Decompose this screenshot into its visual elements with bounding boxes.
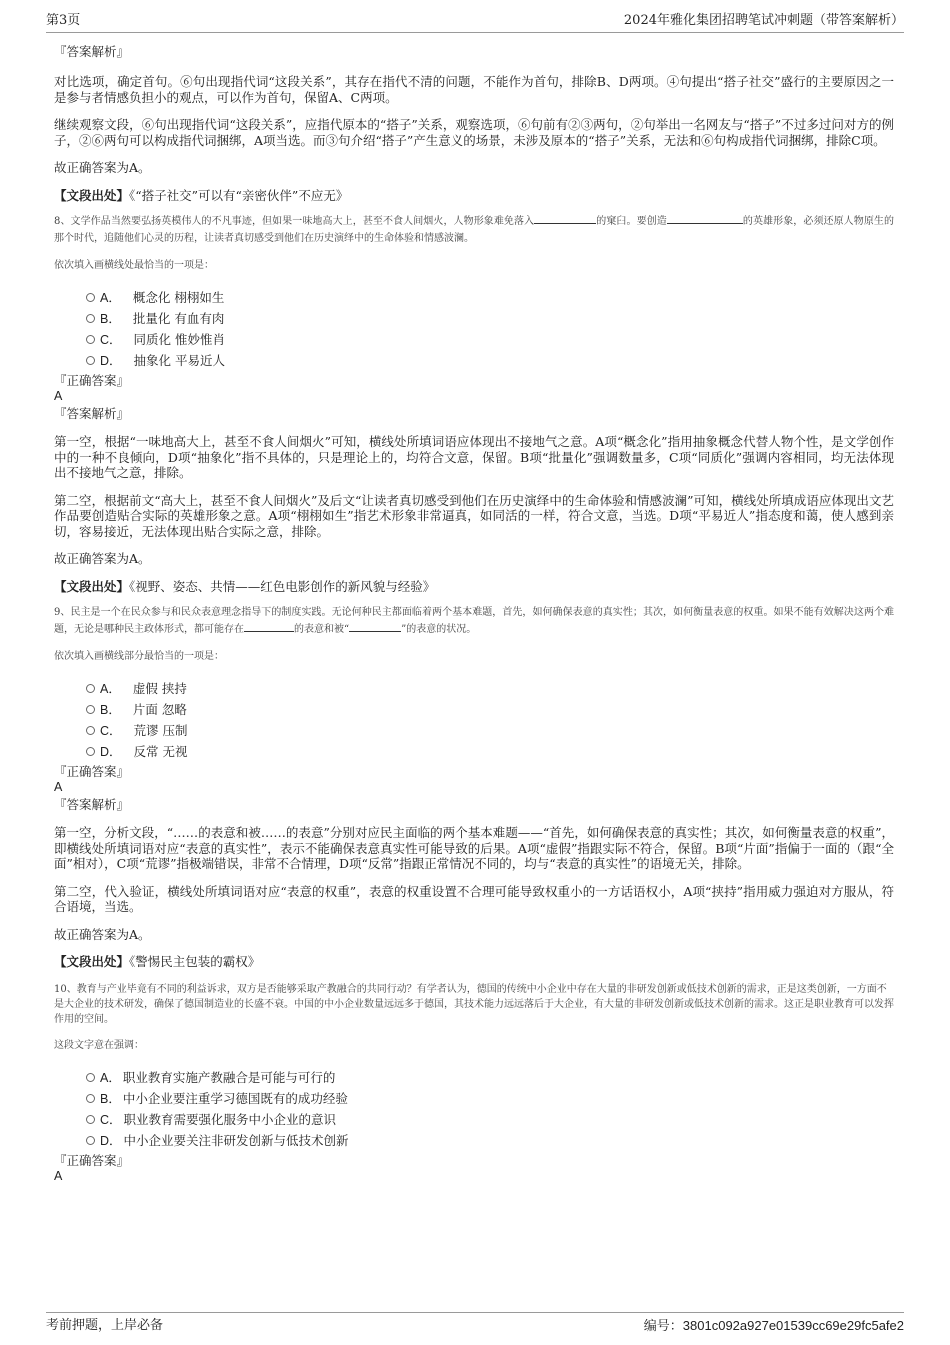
- option-text: 批量化 有血有肉: [132, 311, 225, 326]
- document-title: 2024年雅化集团招聘笔试冲刺题（带答案解析）: [623, 13, 904, 28]
- q8-stem-part-a: 8、文学作品当然要弘扬英模伟人的不凡事迹，但如果一味地高大上，甚至不食人间烟火，人物形象难免落入: [54, 216, 535, 227]
- q9-option-d[interactable]: [54, 741, 894, 762]
- q8-prompt: 依次填入画横线处最恰当的一项是：: [54, 260, 214, 271]
- source-label: 【文段出处】: [54, 954, 130, 969]
- q9-stem-part-a: 9、民主是一个在民众参与和民众表意理念指导下的制度实践。无论何种民主都面临着两个基本难题，首先，如何确保表意的真实性；其次，如何衡量表意的权重。如果不能有效解决这两个难题，无论是哪种民主政体形式，都可能存在: [54, 607, 894, 635]
- option-text: 荒谬 压制: [133, 723, 188, 738]
- option-letter: B．: [100, 703, 121, 717]
- option-letter: B．: [100, 312, 121, 326]
- q9-conclusion: 故正确答案为A。: [54, 926, 151, 942]
- q8-options: [54, 287, 894, 371]
- q8-option-c[interactable]: [54, 329, 894, 350]
- option-letter: A．: [100, 682, 121, 696]
- radio-icon[interactable]: [86, 705, 95, 714]
- code-label: 编号：: [643, 1319, 683, 1334]
- option-letter: C．: [100, 1112, 122, 1127]
- page-header: [46, 10, 904, 33]
- q9-option-a[interactable]: [54, 678, 894, 699]
- q8-explanation-p1: 第一空，根据“一味地高大上，甚至不食人间烟火”可知，横线处所填词语应体现出不接地气之意。A项“概念化”指用抽象概念代替人物个性，是文学创作中的一种不良倾向，D项“抽象化”指不具体的，只是理论上的，均符合文意，保留。B项“批量化”强调数量多，C项“同质化”强调内容相同，均无法体现出不接地气之意，排除。: [54, 434, 894, 480]
- option-letter: D．: [100, 1133, 122, 1148]
- q10-option-b[interactable]: [54, 1088, 894, 1109]
- q7-source: [54, 188, 894, 204]
- source-title: 《“搭子社交”可以有“亲密伙伴”不应无》: [129, 187, 349, 203]
- q9-options: [54, 678, 894, 762]
- q9-option-b[interactable]: [54, 699, 894, 720]
- option-text: 中小企业要注重学习德国既有的成功经验: [122, 1090, 348, 1106]
- answer-explanation-label: 『答案解析』: [54, 44, 130, 59]
- q10-options: [54, 1067, 894, 1151]
- radio-icon[interactable]: [86, 1094, 95, 1103]
- q8-option-d[interactable]: [54, 350, 894, 371]
- q8-explanation-p2: 第二空，根据前文“高大上，甚至不食人间烟火”及后文“让读者真切感受到他们在历史演绎中的生命体验和情感波澜”可知，横线处所填成语应体现出文艺作品要创造贴合实际的英雄形象之意。A项“栩栩如生”指艺术形象非常逼真，如同活的一样，符合文意，当选。D项“平易近人”指态度和蔼，使人感到亲切，容易接近，无法体现出贴合实际之意，排除。: [54, 492, 894, 539]
- source-label: 【文段出处】: [54, 578, 130, 594]
- option-text: 虚假 挟持: [132, 681, 187, 696]
- q8-correct-answer: A: [54, 389, 63, 403]
- option-text: 职业教育需要强化服务中小企业的意识: [123, 1111, 337, 1127]
- q10-option-c[interactable]: [54, 1109, 894, 1130]
- option-letter: D．: [100, 354, 122, 368]
- q8-stem: [54, 213, 894, 247]
- answer-explanation-label: 『答案解析』: [54, 797, 130, 812]
- option-letter: C．: [100, 333, 122, 347]
- q9-explanation-p1: 第一空，分析文段，“……的表意和被……的表意”分别对应民主面临的两个基本难题——“首先，如何确保表意的真实性；其次，如何衡量表意的权重”，即横线处所填词语对应“表意的真实性”，表示不能确保表意真实性可能导致的后果。A项“虚假”指跟实际不符合，保留。B项“片面”指偏于一面的（跟“全面”相对），C项“荒谬”指极端错误，非常不合情理，D项“反常”指跟正常情况不同的，均与“表意的真实性”的语境无关，排除。: [54, 825, 894, 871]
- q10-option-a[interactable]: [54, 1067, 894, 1088]
- q7-explanation-p1: 对比选项，确定首句。⑥句出现指代词“这段关系”，其存在指代不清的问题，不能作为首句，排除B、D两项。④句提出“搭子社交”盛行的主要原因之一是参与者情感负担小的观点，可以作为首句，保留A、C两项。: [54, 74, 894, 105]
- fill-blank: [534, 214, 596, 224]
- fill-blank: [349, 622, 401, 632]
- q7-explanation-p2: 继续观察文段，⑥句出现指代词“这段关系”，应指代原本的“搭子”关系，观察选项，⑥句前有②③两句，②句举出一名网友与“搭子”不过多过问对方的例子，②⑥两句可以构成指代词捆绑，A项当选。而③句介绍“搭子”产生意义的场景，未涉及原本的“搭子”关系，无法和⑥句构成指代词捆绑，排除C项。: [54, 117, 894, 148]
- q8-stem-part-c: 的英雄形象，必须还原人物原生的那个时代，追随他们心灵的历程，让读者真切感受到他们在历史演绎中的生命体验和情感波澜。: [54, 216, 895, 244]
- radio-icon[interactable]: [86, 1073, 95, 1082]
- q9-stem-part-c: ”的表意的状况。: [401, 624, 477, 635]
- q10-option-d[interactable]: [54, 1130, 894, 1151]
- radio-icon[interactable]: [86, 1115, 95, 1124]
- q10-prompt: 这段文字意在强调：: [54, 1039, 144, 1051]
- option-letter: C．: [100, 724, 122, 738]
- footer-slogan: 考前押题，上岸必备: [46, 1318, 164, 1333]
- page-content: [54, 44, 894, 1184]
- source-label: 【文段出处】: [54, 187, 130, 203]
- source-title: 《视野、姿态、共情——红色电影创作的新风貌与经验》: [129, 578, 436, 594]
- option-text: 职业教育实施产教融合是可能与可行的: [122, 1069, 336, 1085]
- q10-correct-answer: A: [54, 1168, 63, 1183]
- document-code: [644, 1315, 904, 1338]
- option-text: 概念化 栩栩如生: [132, 290, 225, 305]
- correct-answer-label: 『正确答案』: [54, 1152, 130, 1168]
- radio-icon[interactable]: [86, 293, 95, 302]
- option-text: 同质化 惟妙惟肖: [133, 332, 226, 347]
- q8-stem-part-b: 的窠臼。要创造: [596, 216, 667, 227]
- option-letter: A．: [100, 1070, 121, 1085]
- radio-icon[interactable]: [86, 726, 95, 735]
- option-text: 片面 忽略: [132, 702, 187, 717]
- radio-icon[interactable]: [86, 356, 95, 365]
- radio-icon[interactable]: [86, 747, 95, 756]
- q8-source: [54, 579, 894, 595]
- source-title: 《警惕民主包装的霸权》: [129, 954, 261, 969]
- q9-option-c[interactable]: [54, 720, 894, 741]
- option-text: 中小企业要关注非研发创新与低技术创新: [123, 1132, 349, 1148]
- q9-correct-answer: A: [54, 780, 63, 794]
- answer-explanation-label: 『答案解析』: [54, 406, 130, 421]
- q9-explanation-p2: 第二空，代入验证，横线处所填词语对应“表意的权重”，表意的权重设置不合理可能导致权重小的一方话语权小，A项“挟持”指用威力强迫对方服从，符合语境，当选。: [54, 883, 894, 914]
- code-value: 3801c092a927e01539cc69e29fc5afe2: [682, 1318, 904, 1333]
- q8-option-b[interactable]: [54, 308, 894, 329]
- radio-icon[interactable]: [86, 335, 95, 344]
- radio-icon[interactable]: [86, 684, 95, 693]
- q9-prompt: 依次填入画横线部分最恰当的一项是：: [54, 651, 224, 662]
- page-number: 第3页: [46, 13, 81, 28]
- q9-source: [54, 954, 894, 970]
- q8-option-a[interactable]: [54, 287, 894, 308]
- fill-blank: [244, 622, 294, 632]
- option-letter: D．: [100, 745, 122, 759]
- fill-blank: [667, 214, 743, 224]
- option-text: 反常 无视: [133, 744, 188, 759]
- page-footer: [46, 1312, 904, 1337]
- option-letter: B．: [100, 1091, 121, 1106]
- radio-icon[interactable]: [86, 314, 95, 323]
- q10-stem: 10、教育与产业毕竟有不同的利益诉求，双方是否能够采取产教融合的共同行动？有学者认为，德国的传统中小企业中存在大量的非研发创新或低技术创新的需求，正是这类创新，一方面不是大企业的技术研发，确保了德国制造业的长盛不衰。中国的中小企业数量远远多于德国，其技术能力远远落后于大企业，有大量的非研发创新或低技术创新的需求。这正是职业教育可以发挥作用的空间。: [54, 983, 894, 1025]
- correct-answer-label: 『正确答案』: [54, 373, 130, 388]
- q9-stem: [54, 604, 894, 638]
- q8-conclusion: 故正确答案为A。: [54, 551, 151, 566]
- radio-icon[interactable]: [86, 1136, 95, 1145]
- correct-answer-label: 『正确答案』: [54, 764, 130, 779]
- q9-stem-part-b: 的表意和被“: [294, 624, 350, 635]
- q7-conclusion: 故正确答案为A。: [54, 160, 151, 175]
- option-text: 抽象化 平易近人: [133, 353, 226, 368]
- option-letter: A．: [100, 291, 121, 305]
